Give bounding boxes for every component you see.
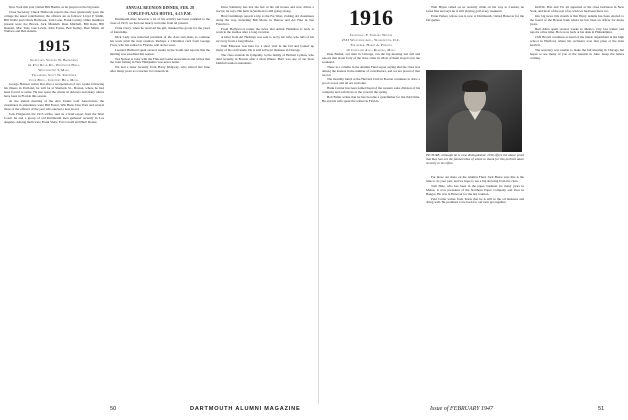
left-page-number: 50 <box>110 406 117 412</box>
paragraph: A letter from Art Hastings was sent to us by his wife, who tells of his recovery from a long illness. <box>216 35 314 44</box>
portrait-photo <box>426 70 522 152</box>
paragraph: The secretary was unable to make the fall meeting in Chicago but hopes to see many of you at the reunion in June. Keep the letters coming. <box>530 48 624 60</box>
magazine-title-footer: DARTMOUTH ALUMNI MAGAZINE <box>190 406 301 412</box>
column-6 <box>530 6 624 401</box>
caption-text: PICTURE, although he is now distinguished, 1916 offers the above proof that Ray has not the faintest idea of whom to thank for this portrait taken recently in his office. <box>426 153 524 165</box>
secretary-address-line: 2533 Wisconsin Ave., Washington, D.C. <box>341 38 401 42</box>
dinner-location: COPLEY-PLAZA HOTEL, 6:15 P.M. <box>128 12 192 17</box>
paragraph: Dartmouth men: however a lot of his activity has been confined to the class of 1915; we had one hearty welcome from all present. <box>110 17 210 26</box>
dinner-announcement: ANNUAL REUNION DINNER, FEB. 28 <box>125 6 195 10</box>
column-5-top <box>426 6 524 68</box>
paragraph: Dale Barker, our man in Chicago, ran the big meeting last fall and reports that about forty of the class came in. Most of them stayed over the weekend. <box>322 52 420 64</box>
paragraph: George Hobson writes that after a recuperation of two weeks following his illness in Portland, he will be at Shattuck St., Boston, where he had been forced to retire. He has spent the winter in Arizona and many others have been in Florida this season. <box>4 82 104 99</box>
paragraph: Hank Currier has been named head of the western sales division of his company and will move to the coast in the spring. <box>322 86 420 95</box>
paragraph: For those out there on the Alumni Fund, Jack Bruce says this is the time to do your part, and we hope to see a big showing from the class. <box>426 176 524 183</box>
paragraph: From Hollywood comes the news that Arthur Hamilton is back at work in the studios after a long vacation. <box>216 26 314 35</box>
paragraph: Burt Allen spent several weeks in Mexico City last winter and reports a fine time. He is now back at his desk in Philadelphia. <box>530 26 624 35</box>
column-5-bottom <box>426 176 524 401</box>
paragraph: Leonard Hubbard spent several weeks in the South and reports that the hunting was excellent this season. <box>110 47 210 56</box>
page-gutter <box>318 0 319 404</box>
paragraph: There is a column in the Alumni Fund report saying that the class was among the leaders in the number of contributors, and we are proud of that record. <box>322 64 420 77</box>
paragraph: Walt Emerson was here for a short visit in the fall and looked up many of his old friends. He is still active in business in Chicago. <box>216 44 314 53</box>
paragraph: Dick Cady was reelected president of the class and plans to continue his work until the next reunion. Perhaps a Christmas card from George Frost, who has retired to Florida, will arrive soon. <box>110 35 210 47</box>
paragraph: Class Secretary Chuck Holbrook reports the class generously gave the college the usual contribution; the officers are as follows: Lloyd P. Smith, Bill Wolfe and Chuck Holbrook, Tom Lane, Frank Conley. Other members present were Joe Brown, Jack Mundell, Russ Mitchell, Bill Kent, Bill Rustam, Mac Tate, Gus Lewis, John Foster, Bob Kelley, Bud Smith, Al Wallace and Ben Adams. <box>4 9 104 34</box>
column-2 <box>110 6 210 401</box>
paragraph: Ernie Parker, whose son is now at Dartmouth, visited Hanover for the fall games. <box>426 13 524 22</box>
secretary-address-line: 41 Post Road Rd., Westwood Hills, <box>27 63 81 68</box>
portrait-hair <box>462 80 488 92</box>
paragraph: Clark Curry, when he received his gift, thanked the group for the years of friendship. <box>110 26 210 35</box>
paragraph: The monthly lunch at the Harvard Club in Boston continues to draw a good crowd, and all are welcome. <box>322 77 420 86</box>
paragraph: Our big news this month is that Harry Adams has been elected to the board of the Boston bank where he has been an officer for many years. <box>530 13 624 26</box>
secretary-line: Secretary, Spencer W. Bridgeman <box>29 58 79 63</box>
paragraph: Cliff Brown continues as head of the music department at the high school in Hartford, where his orchestra won first prize at the state festival. <box>530 35 624 48</box>
paragraph: The class extends its sympathy to the family of Herbert Lyman, who died recently in Boston after a short illness. Herb was one of our most faithful reunion attendants. <box>216 52 314 65</box>
column-4 <box>322 6 420 401</box>
paragraph: Paul Carter writes from Texas that he is still in the oil business and doing well. He promises to be back for our next get-together. <box>426 196 524 205</box>
paragraph: Jack Fitzgerald, the 1915 scribe, sent us a brief report from the West Coast: he and a group of old Dartmouth men gathered recently in Los Angeles. Among them were Frank Shaw, Ed Crowell and Herb Doane. <box>4 111 104 124</box>
treasurer-address-line: Cook Bldg., Chestnut Hill, Mass. <box>29 78 79 83</box>
paragraph: DeWitt, Bob and Vic all appeared at the class luncheon in New York, and most of the rest of us wish we had been there too. <box>530 6 624 13</box>
class-year-heading: 1915 <box>38 38 70 56</box>
treasurer-line: Treasurer, Harry A. Phillips <box>350 43 392 47</box>
treasurer-line: Treasurer, Scott W. Trefethen <box>31 73 77 78</box>
secretary-line: Secretary, F. Stirling Wilson <box>349 33 393 37</box>
photo-caption <box>426 154 524 166</box>
paragraph: Ted Nelson is busy with the Fish and Game Association and writes that the trout fishing in New Hampshire was never better. <box>110 56 210 65</box>
paragraph: Dave Salisbury has lost the last of his old horses and now drives a tractor, he says. His farm in Vermont is still going strong. <box>216 6 314 13</box>
class-year-heading: 1916 <box>349 6 393 30</box>
issue-date-footer: Issue of FEBRUARY 1947 <box>430 406 494 412</box>
paragraph: Walt Hayes called on us recently while on his way to Canada; he looks fine and says he is still playing golf every weekend. <box>426 6 524 13</box>
right-page-number: 51 <box>598 406 605 412</box>
paragraph: New York this year visited Bill Hanlin, as he played on the big team. <box>9 6 100 9</box>
treasurer-address-line: 10 Copeland Ave., Reading, Mass. <box>346 48 396 52</box>
column-1 <box>4 6 104 401</box>
column-3 <box>216 6 314 401</box>
paragraph: At the annual meeting of the Arts Teams Golf Association, the classmates in attendance were Bill Foster, Win Hunt, Don Pratt and several more of the officers of the year who elected a new board. <box>4 98 104 111</box>
paragraph: Tom Hale, who has been in the paper business for many years in Maine, is now president of the Northern Paper Company and lives in Bangor. He was in Hanover for the last reunion. <box>426 183 524 196</box>
paragraph: Brad Cummings reports a trip to the Far West, visiting old classmates along the way, including Bill Morse in Denver and Art Pike in San Francisco. <box>216 13 314 26</box>
paragraph: Bob Fuller writes that he has become a grandfather for the third time. He and his wife spent the winter in Florida. <box>322 95 420 103</box>
paragraph: We had a letter recently from Harry Ridgway, who retired last June after many years as a teacher in Connecticut. <box>110 65 210 74</box>
secretary-address-line: Westchester 3, Mass. <box>38 68 70 73</box>
